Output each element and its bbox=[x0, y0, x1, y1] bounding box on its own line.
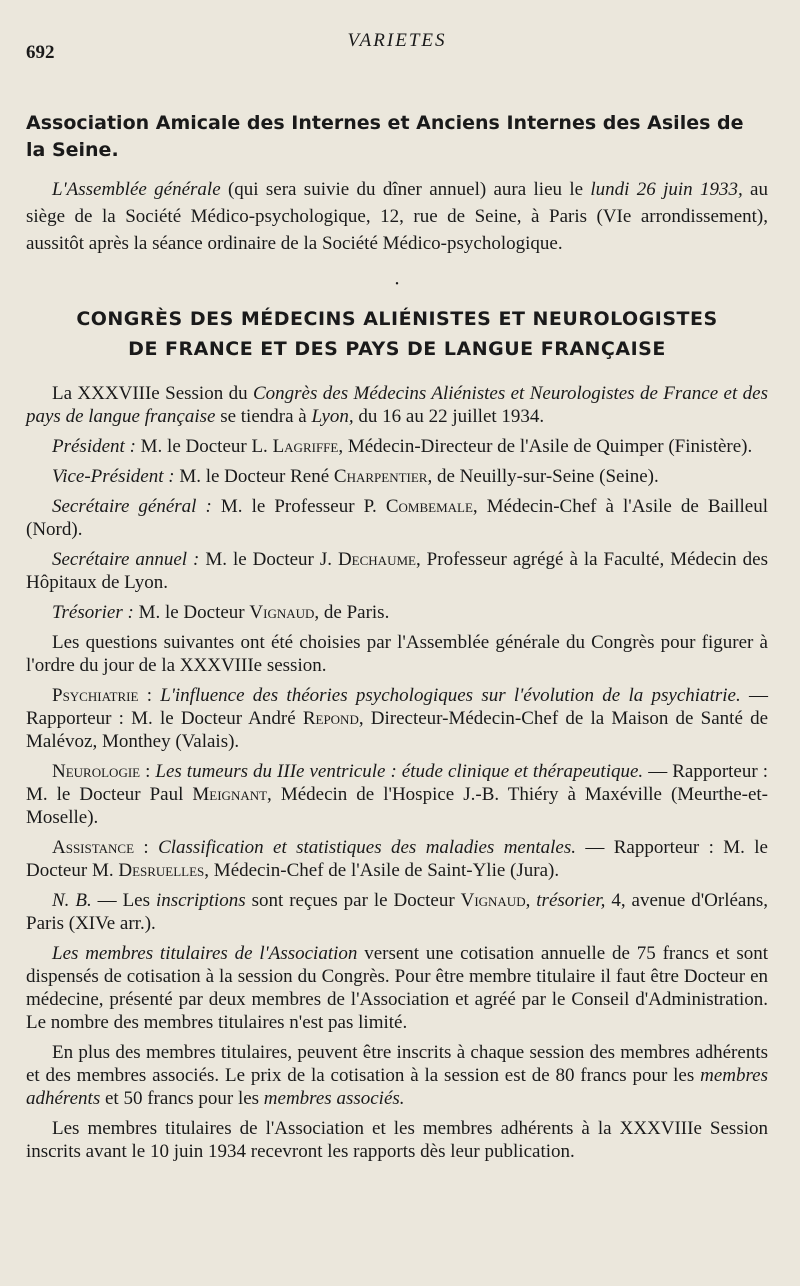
nb-inscriptions: inscriptions bbox=[155, 890, 246, 911]
assembly-name: L'Assemblée générale bbox=[52, 179, 221, 200]
rapports-paragraph: Les membres titulaires de l'Association et les membres adhérents à la XXXVIIIe Session inscrits avant le 10 juin 1934 recevront les rapports dès leur publication. bbox=[26, 1118, 768, 1162]
congres-title bbox=[26, 304, 768, 364]
officer-post: de Paris. bbox=[319, 602, 390, 623]
officer-secretaire-annuel bbox=[26, 548, 768, 594]
intro-text-2: se tiendra à bbox=[215, 406, 312, 427]
nota-bene bbox=[26, 889, 768, 935]
nb-text-1: — Les bbox=[91, 890, 156, 911]
membres-adherents: membres adhérents bbox=[26, 1065, 768, 1109]
nb-label: N. B. bbox=[52, 890, 92, 911]
question-assistance bbox=[26, 836, 768, 882]
question-psychiatrie bbox=[26, 684, 768, 753]
membres-text: versent une cotisation annuelle de 75 francs et sont dispensés de cotisation à la session du Congrès. Pour être membre titulaire il faut être Docteur en médecine, présenté par deux membres de l'Association et agréé par le Conseil d'Administration. Le nombre des membres titulaires n'est pas limité. bbox=[26, 943, 769, 1033]
officer-name: Lagriffe, bbox=[272, 436, 344, 457]
rapporteur-name: Meignant, bbox=[192, 784, 272, 805]
section-divider: • bbox=[395, 279, 399, 290]
question-post: Directeur-Médecin-Chef de la Maison de Santé de Malévoz, Monthey (Valais). bbox=[26, 708, 768, 752]
question-pre: — Rapporteur : M. le Docteur M. bbox=[26, 837, 768, 881]
question-topic: Classification et statistiques des maladies mentales. bbox=[148, 837, 576, 858]
officer-name: Vignaud, bbox=[249, 602, 320, 623]
nb-role: trésorier, bbox=[530, 890, 606, 911]
nb-name: Vignaud, bbox=[460, 890, 531, 911]
officer-name: Combemale, bbox=[385, 496, 478, 517]
officer-pre: M. le Professeur P. bbox=[211, 496, 386, 517]
officer-post: Médecin-Chef à l'Asile de Bailleul (Nord). bbox=[26, 496, 768, 540]
officer-secretaire-general bbox=[26, 495, 768, 541]
cotisation-text-2: et 50 francs pour les bbox=[100, 1088, 264, 1109]
assembly-text-2: au siège de la Société Médico-psychologique, 12, rue de Seine, à Paris (VIe arrondissement), aussitôt après la séance ordinaire de la Société Médico-psychologique. bbox=[26, 179, 768, 254]
membres-titulaires bbox=[26, 942, 768, 1034]
page-header bbox=[26, 24, 768, 74]
question-field: Neurologie : bbox=[52, 761, 151, 782]
question-pre: — Rapporteur : M. le Docteur André bbox=[26, 685, 769, 729]
questions-intro: Les questions suivantes ont été choisies par l'Assemblée générale du Congrès pour figurer à l'ordre du jour de la XXXVIIIe session. bbox=[26, 632, 768, 676]
question-post: Médecin de l'Hospice J.-B. Thiéry à Maxéville (Meurthe-et-Moselle). bbox=[26, 784, 769, 828]
officer-pre: M. le Docteur René bbox=[174, 466, 334, 487]
assembly-date: lundi 26 juin 1933, bbox=[590, 179, 743, 200]
officer-role: Secrétaire annuel : bbox=[52, 549, 200, 570]
intro-text-1: La XXXVIIIe Session du bbox=[52, 383, 253, 404]
congres-name: Congrès des Médecins Aliénistes et Neurologistes de France et des pays de langue française bbox=[26, 383, 768, 427]
nb-text-3: 4, avenue d'Orléans, Paris (XIVe arr.). bbox=[26, 890, 769, 934]
officer-pre: M. le Docteur L. bbox=[135, 436, 273, 457]
question-neurologie bbox=[26, 760, 768, 829]
officer-role: Secrétaire général : bbox=[52, 496, 212, 517]
congres-intro bbox=[26, 382, 768, 428]
nb-text-2: sont reçues par le Docteur bbox=[245, 890, 461, 911]
officer-name: Dechaume, bbox=[337, 549, 421, 570]
question-field: Assistance : bbox=[52, 837, 149, 858]
question-topic: Les tumeurs du IIIe ventricule : étude clinique et thérapeutique. bbox=[150, 761, 644, 782]
congres-city: Lyon, bbox=[311, 406, 354, 427]
association-paragraph bbox=[26, 176, 768, 257]
association-title: Association Amicale des Internes et Anciens Internes des Asiles de la Seine. bbox=[26, 112, 744, 161]
officer-pre: M. le Docteur J. bbox=[199, 549, 338, 570]
page-number: 692 bbox=[26, 42, 55, 63]
congres-title-line-1: CONGRÈS DES MÉDECINS ALIÉNISTES ET NEUROLOGISTES bbox=[76, 308, 718, 330]
officer-pre: M. le Docteur bbox=[133, 602, 250, 623]
assembly-text-1: (qui sera suivie du dîner annuel) aura lieu le bbox=[220, 179, 591, 200]
cotisation-text-1: En plus des membres titulaires, peuvent être inscrits à chaque session des membres adhérents et des membres associés. Le prix de la cotisation à la session est de 80 francs pour les bbox=[26, 1042, 768, 1086]
officer-president bbox=[26, 435, 768, 458]
membres-lead: Les membres titulaires de l'Association bbox=[52, 943, 358, 964]
question-topic: L'influence des théories psychologiques sur l'évolution de la psychiatrie. bbox=[151, 685, 741, 706]
officer-vice-president bbox=[26, 465, 768, 488]
officer-post: Professeur agrégé à la Faculté, Médecin des Hôpitaux de Lyon. bbox=[26, 549, 768, 593]
officer-post: de Neuilly-sur-Seine (Seine). bbox=[432, 466, 659, 487]
officer-post: Médecin-Directeur de l'Asile de Quimper (Finistère). bbox=[343, 436, 753, 457]
rapporteur-name: Desruelles, bbox=[118, 860, 210, 881]
running-title: VARIETES bbox=[347, 30, 447, 51]
rapporteur-name: Repond, bbox=[302, 708, 364, 729]
officer-role: Vice-Président : bbox=[52, 466, 175, 487]
membres-associes: membres associés. bbox=[263, 1088, 405, 1109]
cotisation-paragraph bbox=[26, 1041, 768, 1110]
congres-title-line-2: DE FRANCE ET DES PAYS DE LANGUE FRANÇAISE bbox=[128, 338, 666, 360]
officer-role: Président : bbox=[52, 436, 136, 457]
officer-name: Charpentier, bbox=[333, 466, 433, 487]
officer-tresorier bbox=[26, 601, 768, 624]
question-post: Médecin-Chef de l'Asile de Saint-Ylie (Jura). bbox=[209, 860, 560, 881]
question-field: Psychiatrie : bbox=[52, 685, 152, 706]
officer-role: Trésorier : bbox=[52, 602, 134, 623]
intro-text-3: du 16 au 22 juillet 1934. bbox=[353, 406, 545, 427]
question-pre: — Rapporteur : M. le Docteur Paul bbox=[26, 761, 768, 805]
